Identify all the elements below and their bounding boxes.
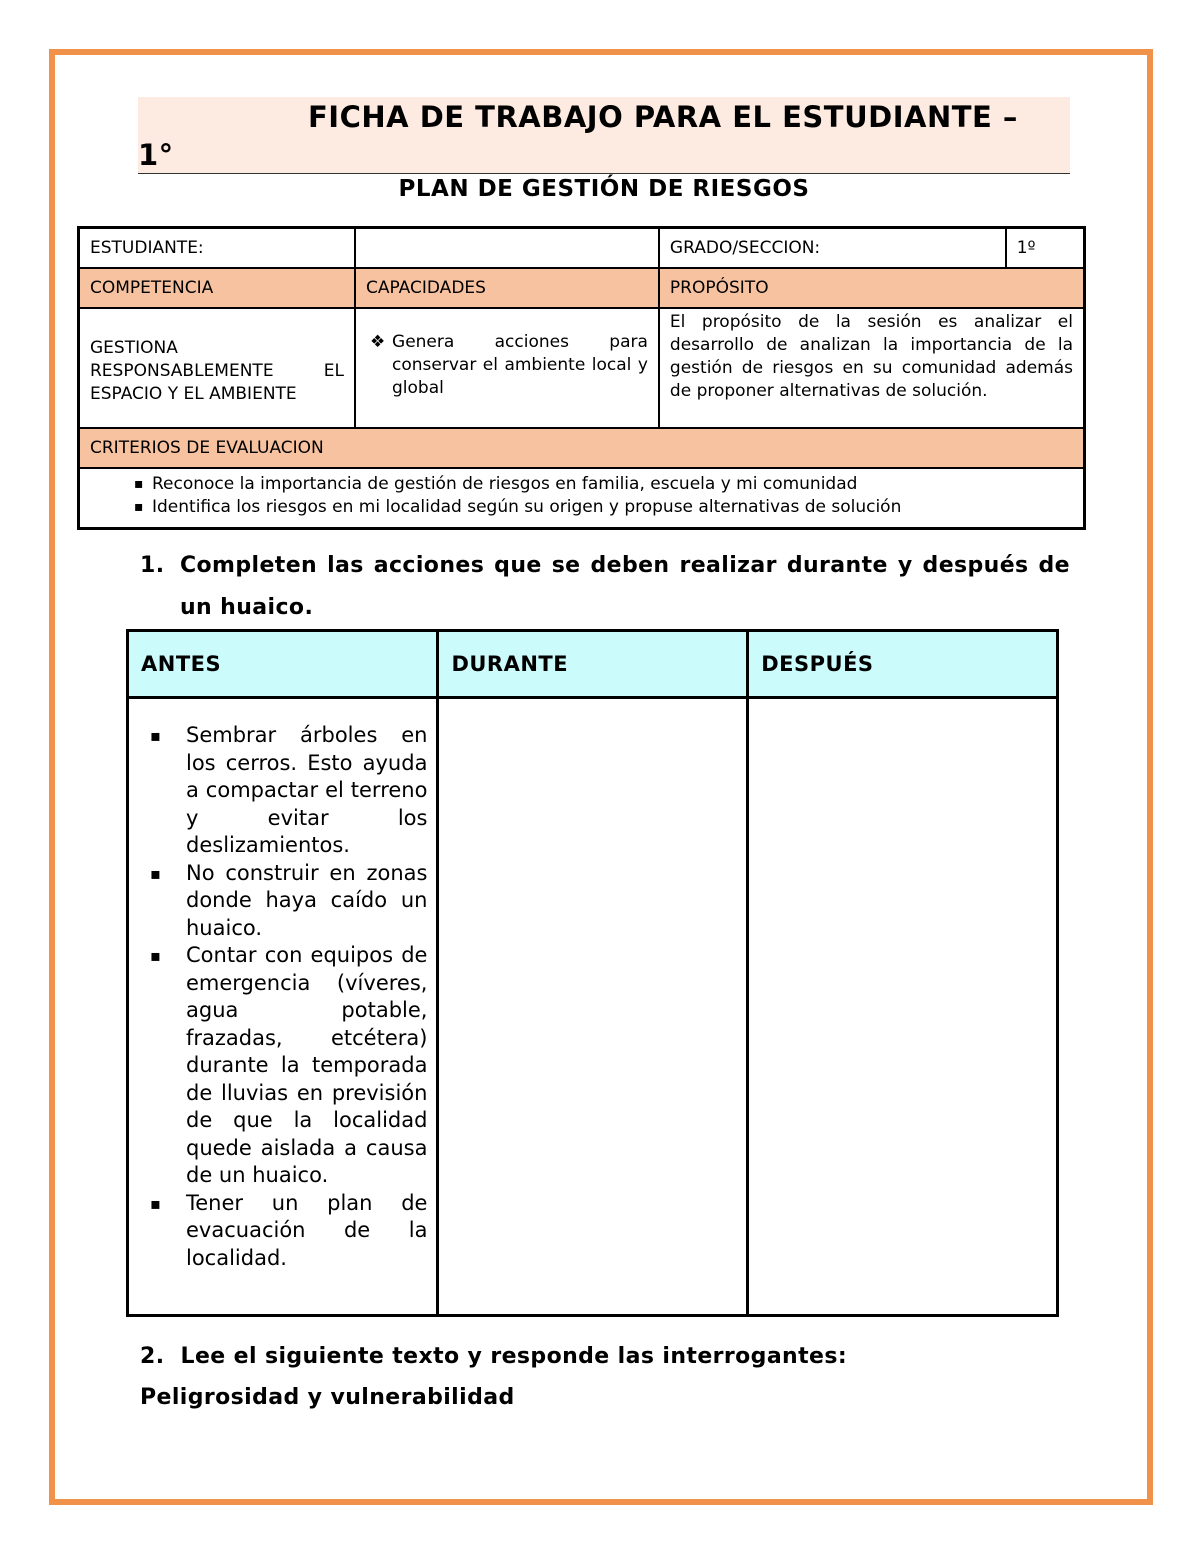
competencia-header: COMPETENCIA <box>79 268 356 308</box>
competencia-cell <box>79 308 356 428</box>
criterios-header: CRITERIOS DE EVALUACION <box>79 428 1085 468</box>
question-1 <box>140 545 1070 629</box>
despues-answer-cell[interactable] <box>748 698 1058 1316</box>
proposito-text: El propósito de la sesión es analizar el desarrollo de analizan la importancia de la gestión de riesgos en su comunidad además de proponer alternativas de solución. <box>669 312 1073 401</box>
grade-value: 1º <box>1006 228 1085 269</box>
question-1-text: Completen las acciones que se deben realizar durante y después de un huaico. <box>180 553 1070 620</box>
student-label: ESTUDIANTE: <box>79 228 356 269</box>
diamond-bullet-icon: ❖ <box>370 332 386 352</box>
header-durante: DURANTE <box>438 631 748 698</box>
criterios-list <box>90 473 1073 519</box>
grade-label: GRADO/SECCION: <box>659 228 1006 269</box>
question-2-number: 2. <box>140 1344 165 1369</box>
competencia-text: GESTIONA RESPONSABLEMENTE EL ESPACIO Y EL AMBIENTE <box>90 337 345 404</box>
proposito-header: PROPÓSITO <box>659 268 1085 308</box>
durante-answer-cell[interactable] <box>438 698 748 1316</box>
question-2-text: Lee el siguiente texto y responde las interrogantes: <box>180 1344 848 1369</box>
proposito-cell <box>659 308 1085 428</box>
student-field[interactable] <box>355 228 659 269</box>
header-antes: ANTES <box>128 631 438 698</box>
actions-table <box>126 629 1059 1317</box>
worksheet-title <box>138 98 1070 174</box>
criterio-item: ▪ Identifica los riesgos en mi localidad según su origen y propuse alternativas de solución <box>116 496 1073 519</box>
info-table <box>77 226 1086 530</box>
question-1-number: 1. <box>140 553 165 578</box>
criterios-cell <box>79 468 1085 529</box>
title-line-2: 1° <box>138 138 174 172</box>
capacidades-text: Genera acciones para conservar el ambiente local y global <box>392 332 648 398</box>
criterio-item: ▪ Reconoce la importancia de gestión de riesgos en familia, escuela y mi comunidad <box>116 473 1073 496</box>
antes-list <box>130 722 427 1272</box>
title-line-1: FICHA DE TRABAJO PARA EL ESTUDIANTE – <box>308 100 1018 134</box>
capacidades-cell <box>355 308 659 428</box>
capacidades-header: CAPACIDADES <box>355 268 659 308</box>
antes-item: ▪ Sembrar árboles en los cerros. Esto ayuda a compactar el terreno y evitar los deslizamientos. <box>130 722 427 860</box>
antes-item: ▪ Tener un plan de evacuación de la localidad. <box>130 1190 427 1273</box>
antes-item: ▪ Contar con equipos de emergencia (víveres, agua potable, frazadas, etcétera) durante la temporada de lluvias en previsión de que la localidad quede aislada a causa de un huaico. <box>130 942 427 1190</box>
antes-item: ▪ No construir en zonas donde haya caído un huaico. <box>130 860 427 943</box>
reading-title: Peligrosidad y vulnerabilidad <box>140 1385 515 1410</box>
antes-cell <box>128 698 438 1316</box>
worksheet-subtitle: PLAN DE GESTIÓN DE RIESGOS <box>398 176 810 202</box>
question-2 <box>140 1344 847 1369</box>
header-despues: DESPUÉS <box>748 631 1058 698</box>
